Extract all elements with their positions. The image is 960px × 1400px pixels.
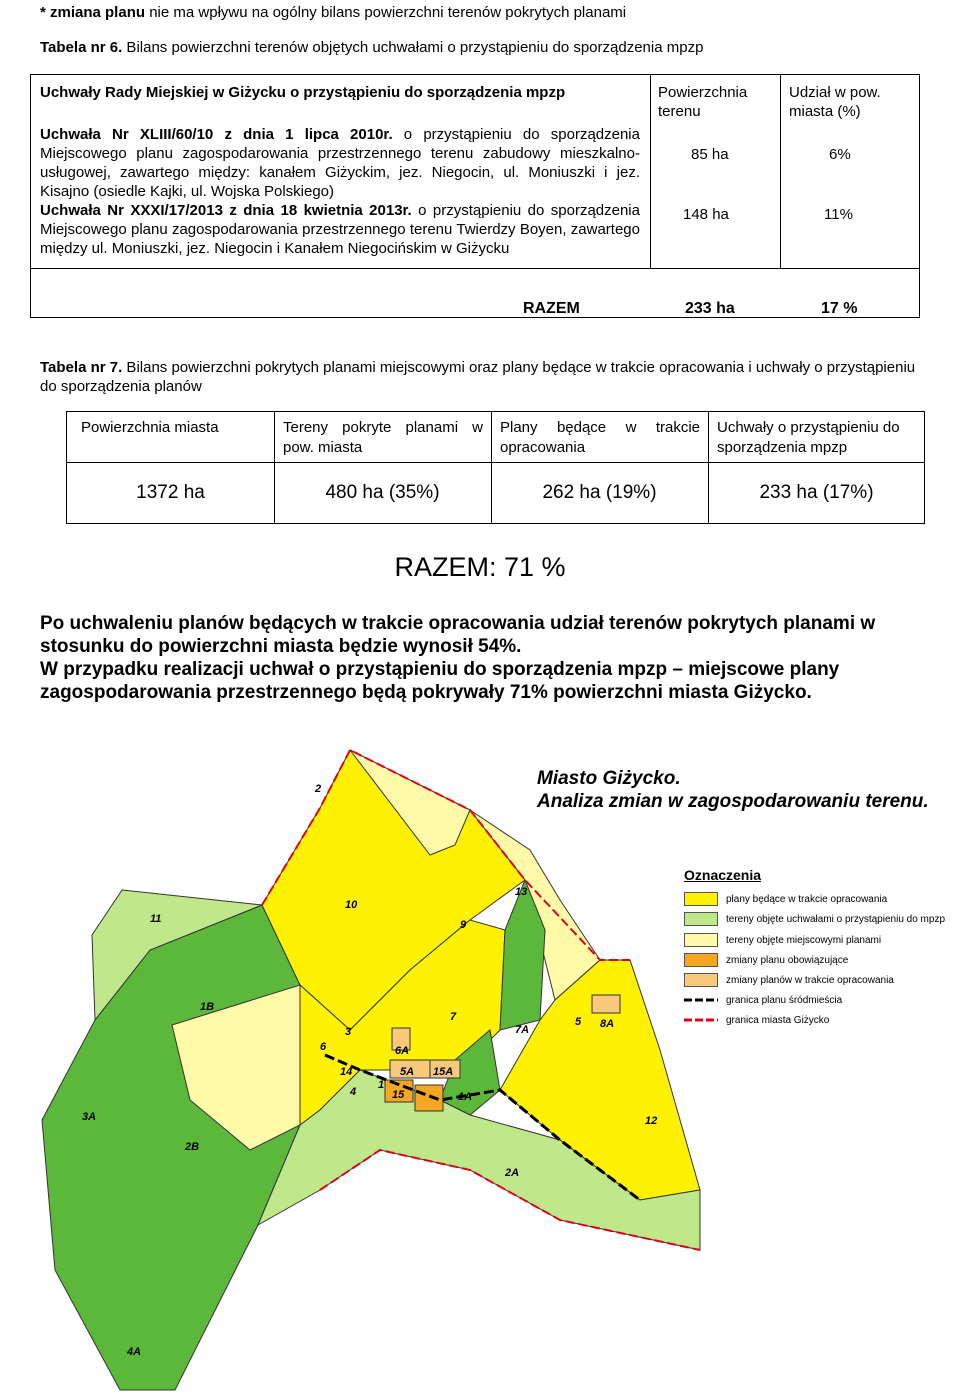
table6-row (40, 201, 640, 258)
summary-paragraph: Po uchwaleniu planów będących w trakcie opracowania udział terenów pokrytych planami w stosunku do powierzchni miasta będzie wynosił 54%. (40, 613, 876, 657)
table6-caption-label: Tabela nr 6. (40, 39, 123, 56)
legend-swatch (684, 973, 718, 987)
table7-divider (67, 462, 924, 463)
legend-item (684, 972, 894, 988)
table6-row-area: 148 ha (683, 206, 729, 223)
zone-label: 7A (515, 1024, 530, 1036)
zone-label: 15 (392, 1089, 405, 1101)
zone-label: 1 (378, 1079, 385, 1091)
legend-label: granica planu śródmieścia (726, 994, 843, 1006)
note-text: nie ma wpływu na ogólny bilans powierzchni terenów pokrytych planami (145, 4, 627, 21)
map-title-line: Analiza zmian w zagospodarowaniu terenu. (537, 791, 929, 812)
zone-label: 10 (345, 899, 358, 911)
zone-label: 6A (395, 1045, 410, 1057)
table6-row (40, 125, 640, 201)
legend-swatch (684, 912, 718, 926)
zone-label: 5 (575, 1016, 582, 1028)
summary-paragraph: W przypadku realizacji uchwał o przystąpieniu do sporządzenia mpzp – miejscowe plany zagospodarowania przestrzennego będą pokrywały 71% powierzchni miasta Giżycko. (40, 659, 840, 703)
zone-label: 7 (450, 1011, 457, 1023)
table7-caption-label: Tabela nr 7. (40, 359, 123, 376)
legend-item (684, 1012, 829, 1028)
legend-swatch (684, 892, 718, 906)
table6-divider (780, 75, 781, 269)
legend-swatch (684, 953, 718, 967)
dashed-red-line-icon (684, 1013, 718, 1027)
zone-label: 2A (505, 1167, 520, 1179)
table7-divider (708, 412, 709, 523)
zone-label: 3 (345, 1026, 352, 1038)
table7 (66, 411, 925, 524)
table6 (30, 74, 920, 318)
table6-header-share: Udział w pow. miasta (%) (789, 84, 881, 120)
legend-item (684, 891, 887, 907)
legend-item (684, 911, 945, 927)
zone-label: 9 (460, 919, 467, 931)
map-graphic (0, 730, 960, 1395)
legend-label: zmiany planu obowiązujące (726, 954, 849, 966)
zone-label: 11 (150, 913, 162, 925)
table6-row-title: Uchwała Nr XXXI/17/2013 z dnia 18 kwietnia 2013r. (40, 202, 412, 219)
land-use-map (0, 730, 960, 1395)
legend-label: tereny objęte miejscowymi planami (726, 934, 882, 946)
zone-label: 1A (458, 1091, 473, 1103)
table6-caption-text: Bilans powierzchni terenów objętych uchwałami o przystąpieniu do sporządzenia mpzp (122, 39, 704, 56)
table7-caption-text: Bilans powierzchni pokrytych planami miejscowymi oraz plany będące w trakcie opracowania i uchwały o przystąpieniu do sporządzenia planów (40, 359, 916, 395)
table7-divider (491, 412, 492, 523)
zone-label: 3A (82, 1111, 97, 1123)
table7-header: Tereny pokryte planami w pow. miasta (283, 419, 483, 456)
table7-header: Plany będące w trakcie opracowania (500, 419, 700, 456)
zone-label: 14 (340, 1066, 353, 1078)
zone-label: 15A (433, 1066, 454, 1078)
table7-divider (274, 412, 275, 523)
map-title-line: Miasto Giżycko. (537, 768, 681, 789)
legend-title: Oznaczenia (684, 867, 762, 883)
table6-divider (650, 75, 651, 269)
zone-label: 5A (400, 1066, 415, 1078)
table6-caption (40, 38, 703, 57)
legend-item (684, 952, 848, 968)
legend-item (684, 932, 881, 948)
zone-label: 4 (350, 1086, 357, 1098)
legend-label: granica miasta Giżycko (726, 1014, 830, 1026)
total-coverage: RAZEM: 71 % (394, 552, 566, 582)
zone-label: 12 (645, 1115, 658, 1127)
table6-divider (31, 268, 919, 269)
zone-label: 2B (185, 1141, 200, 1153)
table6-row-title: Uchwała Nr XLIII/60/10 z dnia 1 lipca 2010r. (40, 126, 393, 143)
zone-label: 4A (127, 1346, 142, 1358)
table6-total-area: 233 ha (685, 300, 735, 317)
table6-row-body: o przystąpieniu do sporządzenia Miejscowego planu zagospodarowania przestrzennego terenu Twierdzy Boyen, zawartego między ul. Moniuszki, jez. Niegocin i Kanałem Niegocińskim w Giżycku (40, 202, 640, 257)
zone-label: 2 (315, 783, 322, 795)
table7-value: 1372 ha (136, 482, 205, 503)
legend-label: tereny objęte uchwałami o przystąpieniu do mpzp (726, 913, 946, 925)
table7-value: 480 ha (35%) (325, 482, 440, 503)
table7-header: Powierzchnia miasta (81, 419, 219, 436)
legend-label: plany będące w trakcie opracowania (726, 893, 888, 905)
change-note (40, 4, 626, 21)
legend-swatch (684, 933, 718, 947)
table6-row-share: 11% (824, 206, 853, 223)
zone-green-west (42, 905, 300, 1390)
legend-label: zmiany planów w trakcie opracowania (726, 974, 894, 986)
note-star: * zmiana planu (40, 4, 146, 21)
zone-lightorange-8a (592, 995, 620, 1013)
legend-item (684, 992, 842, 1008)
table7-header: Uchwały o przystąpieniu do sporządzenia mpzp (717, 419, 900, 456)
table7-value: 233 ha (17%) (759, 482, 874, 503)
table7-value: 262 ha (19%) (542, 482, 657, 503)
map-title (537, 767, 929, 813)
table7-caption (40, 358, 920, 396)
table6-total-label: RAZEM (523, 300, 580, 317)
dashed-black-line-icon (684, 993, 718, 1007)
zone-label: 8A (600, 1018, 615, 1030)
table6-row-share: 6% (829, 146, 851, 163)
table6-total-share: 17 % (821, 300, 858, 317)
table6-header-resolutions: Uchwały Rady Miejskiej w Giżycku o przystąpieniu do sporządzenia mpzp (40, 84, 566, 101)
table6-header-area: Powierzchnia terenu (658, 84, 748, 120)
zone-label: 13 (515, 886, 528, 898)
table6-row-body: o przystąpieniu do sporządzenia Miejscowego planu zagospodarowania przestrzennego terenu zabudowy mieszkalno-usługowej, zawartego między: kanałem Giżyckim, jez. Niegocin, ul. Moniuszki i jez. Kisajno (osiedle Kajki, ul. Wojska Polskiego) (40, 126, 640, 200)
legend-line-swatch (684, 1013, 718, 1027)
legend-line-swatch (684, 993, 718, 1007)
summary (40, 612, 920, 704)
zone-label: 6 (320, 1041, 327, 1053)
table6-row-area: 85 ha (691, 146, 729, 163)
zone-label: 1B (200, 1001, 215, 1013)
